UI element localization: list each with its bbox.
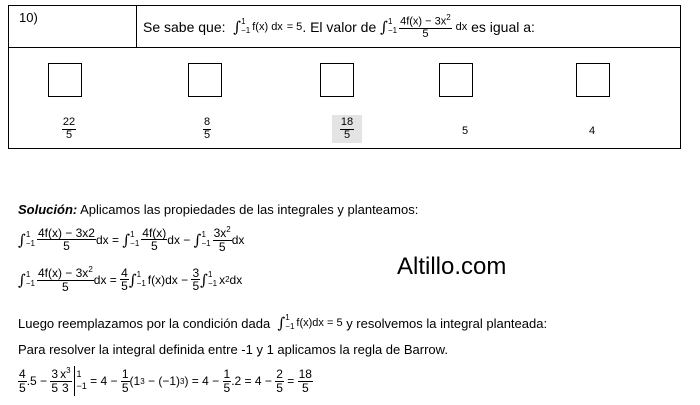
option-c-value [332, 115, 362, 143]
condition-integral: ∫ 1 −1 [233, 17, 251, 36]
target-lower-limit: −1 [387, 26, 398, 35]
question-intro: Se sabe que: [143, 19, 226, 35]
option-a-numerator: 22 [62, 116, 76, 128]
equation-1: ∫ 1 −1 $\frac{4f(x) - 3x2}{5}$ dx = ∫ 1 −1 $\frac{4f(x)}{5}$ dx − ∫ 1 −1 $\frac{3x^2}{5}$ dx [18, 225, 245, 254]
target-dx: dx [455, 21, 468, 33]
eq1-lhs-fraction [37, 227, 96, 253]
barrow-eq3: .2 = 4 − [231, 374, 272, 388]
eq2-coef1-num: 4 [121, 265, 128, 280]
barrow-c-den: 5 [51, 380, 59, 395]
eq2-int2-lower: −1 [136, 278, 146, 288]
target-exponent: 2 [446, 12, 451, 22]
barrow-mid: .5 − [26, 374, 48, 388]
eq1-int1-upper: 1 [25, 229, 31, 239]
barrow-f1-den: 5 [121, 380, 129, 395]
eq2-coef1-den: 5 [121, 279, 128, 294]
eq2-lhs-den: 5 [62, 279, 69, 294]
condition-integrand: f(x) dx [252, 21, 283, 33]
eq1-rhs2-exp: 2 [226, 225, 231, 234]
eq2-int1-upper: 1 [25, 269, 31, 279]
solution-intro [18, 202, 418, 217]
barrow-c-num: 3 [51, 366, 59, 381]
eq1-rhs2-num: 3x [213, 226, 227, 240]
barrow-intro-line: Para resolver la integral definida entre -1 y 1 aplicamos la regla de Barrow. [18, 342, 448, 357]
barrow-equation [18, 366, 313, 396]
condition-line-text-b: y resolvemos la integral planteada: [346, 315, 548, 331]
eq2-f-term: f(x)dx [147, 272, 178, 287]
option-a-value [54, 117, 84, 141]
barrow-x-exp: 3 [66, 366, 71, 376]
target-upper-limit: 1 [387, 17, 393, 27]
question-table [8, 5, 681, 149]
eq1-int1-lower: −1 [25, 238, 35, 248]
condition-line: Luego reemplazamos por la condición dada ∫ 1 −1 f(x)dx = 5 y resolvemos la integral planteada: [18, 313, 548, 332]
solution-intro-text: Aplicamos las propiedades de las integrales y planteamos: [80, 202, 419, 217]
eq2-lhs-exp: 2 [88, 265, 93, 274]
condition-line-text-a: Luego reemplazamos por la condición dada [18, 315, 271, 331]
option-d-checkbox[interactable] [439, 63, 473, 97]
question-number: 10) [9, 6, 137, 48]
option-e-checkbox[interactable] [576, 63, 610, 97]
eq1-int3-upper: 1 [201, 229, 206, 239]
eq2-coef2 [191, 267, 200, 293]
barrow-f3-num: 2 [276, 366, 283, 381]
barrow-upper: 1 [76, 369, 82, 380]
barrow-paren-exp1: 3 [140, 376, 145, 386]
watermark-logo: Altillo.com [397, 253, 507, 280]
barrow-lower: −1 [76, 381, 87, 391]
question-statement [143, 6, 535, 48]
question-mid-text: . El valor de [302, 19, 377, 35]
option-b-numerator: 8 [203, 116, 211, 128]
eq1-rhs1-den: 5 [150, 239, 158, 254]
eq2-int2-upper: 1 [136, 269, 142, 279]
eq1-lhs-num: 4f(x) − 3x2 [37, 225, 95, 240]
barrow-x-den: 3 [61, 381, 69, 395]
barrow-eq1: = 4 − [90, 374, 118, 388]
target-fraction [399, 14, 452, 41]
option-b-denominator: 5 [203, 128, 211, 141]
solution-label: Solución: [18, 202, 78, 217]
barrow-f4-den: 5 [301, 380, 309, 395]
barrow-f3-den: 5 [276, 380, 283, 395]
barrow-f1-num: 1 [121, 366, 129, 381]
target-integral: ∫ 1 −1 [380, 17, 398, 36]
option-c-checkbox[interactable] [320, 63, 354, 97]
barrow-paren2: − (−1) [148, 374, 181, 388]
evaluation-bar [74, 366, 75, 396]
integral-upper-limit: 1 [241, 17, 246, 27]
question-end-text: es igual a: [471, 19, 535, 35]
eq2-lhs-fraction [37, 266, 94, 293]
target-numerator: 4f(x) − 3x [400, 15, 447, 28]
barrow-x-num: x [60, 367, 67, 382]
barrow-eq2: ) = 4 − [184, 374, 220, 388]
eq2-int3-lower: −1 [207, 278, 218, 288]
line3-int-lower: −1 [285, 322, 295, 331]
condition-value: = 5 [286, 21, 303, 33]
line3-int-upper: 1 [285, 313, 290, 323]
barrow-lead-num: 4 [19, 366, 26, 381]
equation-2: ∫ 1 −1 $\frac{4f(x) - 3x^2}{5}$ dx = $\frac{4}{5}$ ∫ 1 −1 f(x)dx − $\frac{3}{5}$ ∫ 1 −1 x 2 dx [18, 265, 243, 294]
barrow-f2-den: 5 [223, 380, 231, 395]
eq2-g-dx: dx [229, 272, 243, 287]
option-b-checkbox[interactable] [188, 63, 222, 97]
option-a-denominator: 5 [65, 128, 73, 141]
option-d-value: 5 [461, 125, 469, 137]
option-c-denominator: 5 [343, 128, 351, 141]
barrow-paren: (1 [129, 374, 141, 388]
eq2-int1-lower: −1 [25, 278, 35, 288]
eq1-rhs2-den: 5 [218, 239, 226, 254]
condition-line-integral: f(x)dx = 5 [296, 317, 343, 329]
eq2-coef2-den: 5 [192, 279, 200, 294]
integral-lower-limit: −1 [241, 26, 251, 35]
eq1-rhs2-fraction [213, 226, 232, 253]
eq1-rhs1-num: 4f(x) [142, 225, 167, 240]
option-c-numerator: 18 [340, 116, 354, 128]
barrow-f2-num: 1 [223, 366, 231, 381]
eq2-coef2-num: 3 [192, 265, 200, 280]
question-header-row [9, 6, 680, 48]
eq2-lhs-num: 4f(x) − 3x [37, 266, 89, 280]
barrow-f4-num: 18 [298, 366, 312, 381]
eq2-g-exp: 2 [225, 275, 230, 285]
eq1-rhs1-fraction [141, 227, 167, 253]
eq1-int3-lower: −1 [201, 238, 211, 248]
option-b-value [192, 117, 222, 141]
barrow-paren-exp2: 3 [180, 376, 185, 386]
option-a-checkbox[interactable] [48, 63, 82, 97]
eq1-int2-upper: 1 [130, 229, 135, 239]
eq2-coef1 [120, 267, 129, 293]
eq2-g-base: x [219, 272, 226, 287]
target-denominator: 5 [422, 27, 429, 40]
option-e-value: 4 [588, 125, 596, 137]
eq2-int3-upper: 1 [207, 269, 213, 279]
barrow-eq4: = [287, 374, 295, 388]
barrow-lead-den: 5 [19, 380, 26, 395]
eq1-lhs-den: 5 [63, 239, 70, 254]
eq1-int2-lower: −1 [130, 238, 140, 248]
